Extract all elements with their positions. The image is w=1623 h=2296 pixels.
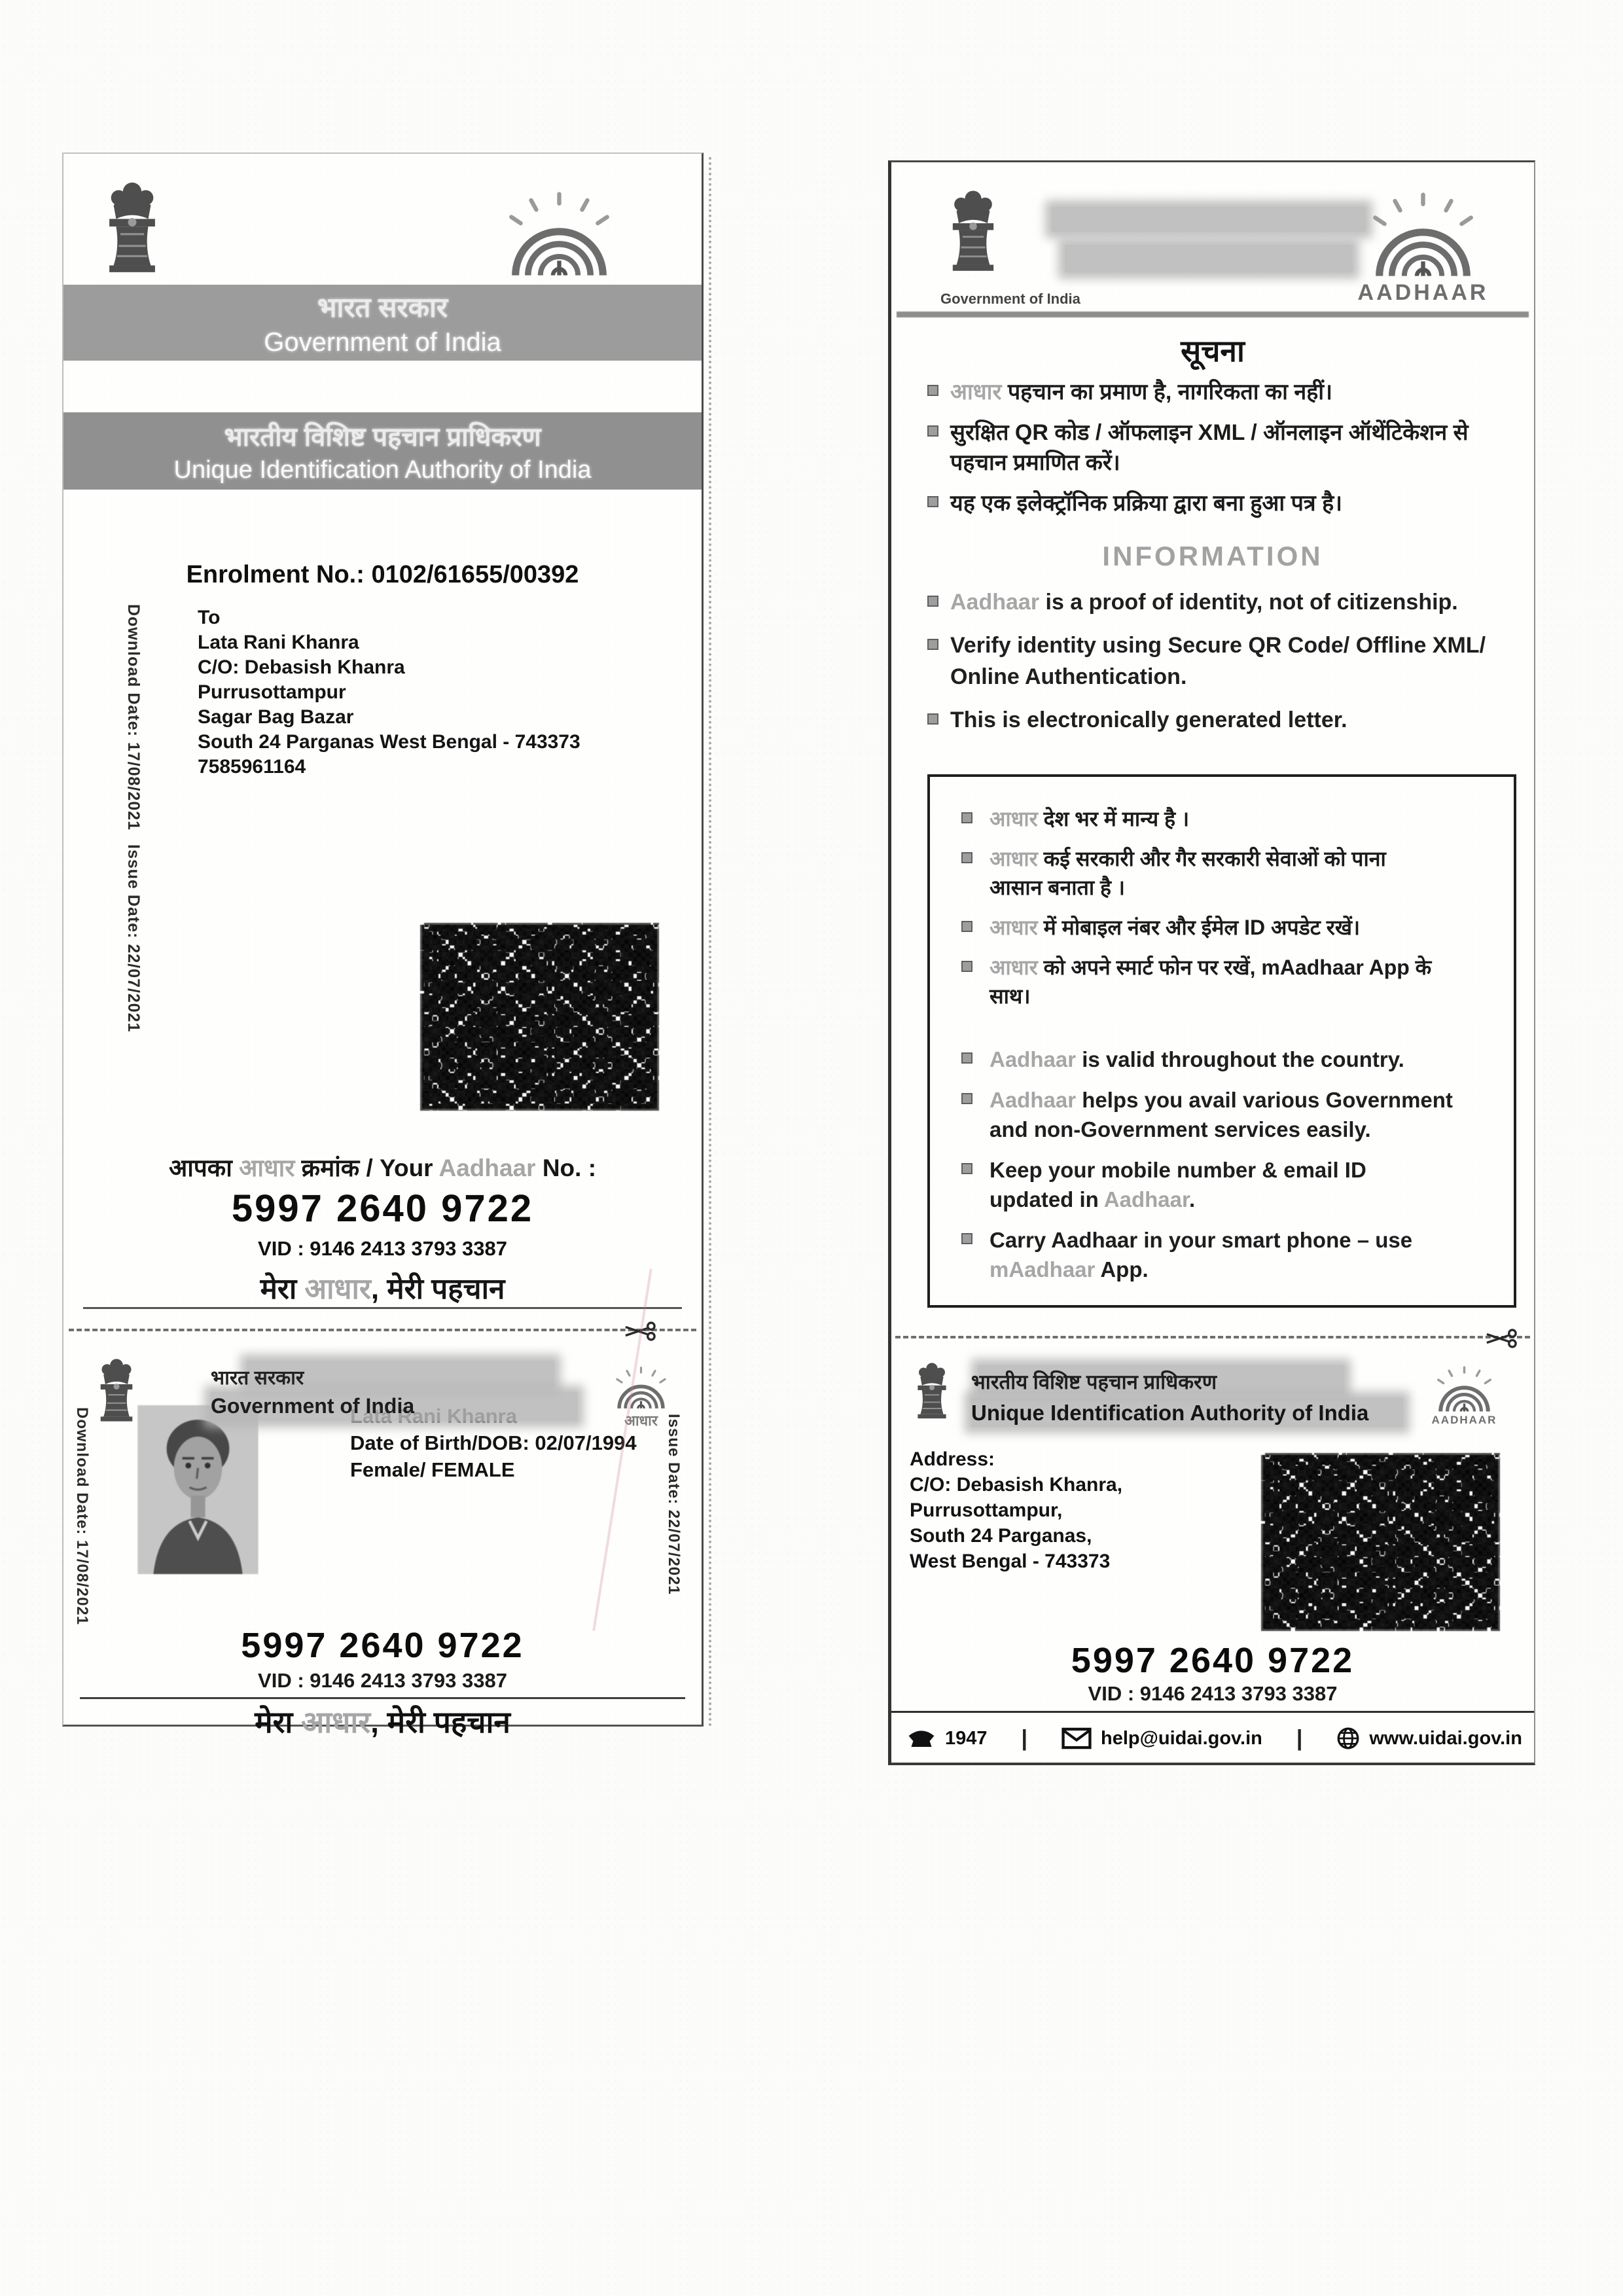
banner-english-text: Unique Identification Authority of India xyxy=(173,456,592,484)
envelope-icon xyxy=(1061,1727,1092,1749)
label-part-gray: Aadhaar xyxy=(438,1155,536,1181)
banner-hindi-text: भारत सरकार xyxy=(317,292,448,323)
emblem-caption: Government of India xyxy=(940,291,1080,307)
list-item xyxy=(961,913,1494,942)
aadhaar-letter-front-panel xyxy=(62,152,704,1739)
bullet-gray: आधार xyxy=(990,956,1038,979)
phone-icon xyxy=(907,1728,936,1749)
address-line: C/O: Debasish Khanra xyxy=(198,656,405,678)
card-authority-english: Unique Identification Authority of India xyxy=(971,1401,1369,1425)
bullet-square-icon xyxy=(927,496,938,507)
holder-photo xyxy=(128,1405,268,1574)
tagline-part: , मेरी पहचान xyxy=(370,1705,510,1739)
list-item xyxy=(961,1085,1494,1144)
qr-code xyxy=(420,923,659,1111)
footer-divider xyxy=(891,1711,1534,1713)
tagline-part: मेरा xyxy=(260,1273,305,1305)
contact-footer xyxy=(907,1721,1522,1755)
bullet-post: यह एक इलेक्ट्रॉनिक प्रक्रिया द्वारा बना हुआ पत्र है। xyxy=(950,491,1343,516)
bullet-gray: आधार xyxy=(990,807,1038,831)
bullet-post: Verify identity using Secure QR Code/ Offline XML/ Online Authentication. xyxy=(950,633,1486,689)
bullet-square-icon xyxy=(961,961,972,972)
aadhaar-tagline xyxy=(63,1701,702,1742)
phone-contact xyxy=(907,1728,988,1749)
bullet-post: is valid throughout the country. xyxy=(1076,1047,1404,1071)
bullet-square-icon xyxy=(927,639,938,650)
banner-hindi-text: भारतीय विशिष्ट पहचान प्राधिकरण xyxy=(224,423,541,452)
bullet-post: . xyxy=(1189,1187,1196,1211)
issue-date-label: Issue Date: 22/07/2021 xyxy=(665,1414,683,1595)
benefits-hindi-list xyxy=(961,804,1494,1011)
enrolment-number: Enrolment No.: 0102/61655/00392 xyxy=(186,561,579,588)
card-gov-hindi: भारत सरकार xyxy=(211,1367,304,1389)
scissors-icon xyxy=(1484,1328,1518,1349)
aadhaar-number: 5997 2640 9722 xyxy=(231,1187,534,1230)
aadhaar-letter-info-panel xyxy=(888,160,1535,1765)
bullet-square-icon xyxy=(927,425,938,437)
card-header xyxy=(211,1363,590,1418)
address-line: C/O: Debasish Khanra, Purrusottampur, xyxy=(910,1474,1123,1521)
holder-dob: Date of Birth/DOB: 02/07/1994 xyxy=(350,1431,637,1454)
tagline-part: मेरा xyxy=(255,1705,302,1739)
address-line: Purrusottampur xyxy=(198,681,346,703)
list-item xyxy=(927,630,1523,692)
bullet-post: App. xyxy=(1095,1257,1149,1282)
bullet-square-icon xyxy=(961,1052,972,1064)
aadhaar-logo-caption: आधार xyxy=(624,1412,658,1429)
bullet-square-icon xyxy=(961,921,972,932)
bullet-gray: Aadhaar xyxy=(990,1047,1077,1071)
aadhaar-number: 5997 2640 9722 xyxy=(1071,1641,1355,1680)
list-item xyxy=(961,1155,1494,1214)
scan-smudge xyxy=(1065,245,1353,272)
qr-code xyxy=(1261,1453,1500,1631)
card-authority-hindi: भारतीय विशिष्ट पहचान प्राधिकरण xyxy=(971,1371,1217,1393)
information-heading: INFORMATION xyxy=(1102,541,1323,571)
email-address: help@uidai.gov.in xyxy=(1101,1727,1262,1749)
footer-separator: | xyxy=(1021,1725,1028,1751)
bullet-square-icon xyxy=(927,713,938,725)
bullet-square-icon xyxy=(961,1163,972,1174)
aadhaar-logo-icon xyxy=(1427,1364,1502,1427)
label-part: आपका xyxy=(168,1155,240,1181)
bullet-gray: mAadhaar xyxy=(990,1257,1096,1282)
tagline-part-gray: आधार xyxy=(304,1273,371,1305)
bullet-post: पहचान का प्रमाण है, नागरिकता का नहीं। xyxy=(1001,380,1332,404)
aadhaar-logo-caption: AADHAAR xyxy=(1431,1414,1497,1426)
aadhaar-tagline xyxy=(63,1268,702,1307)
vid-number: VID : 9146 2413 3793 3387 xyxy=(258,1669,507,1692)
address-line: Sagar Bag Bazar xyxy=(198,706,354,728)
label-part: क्रमांक / Your xyxy=(294,1155,439,1181)
download-date-label: Download Date: 17/08/2021 xyxy=(124,604,143,831)
tagline-part: , मेरी पहचान xyxy=(370,1273,505,1305)
suchna-bullet-list xyxy=(927,377,1510,518)
address-line: South 24 Parganas West Bengal - 743373 xyxy=(198,731,580,753)
bullet-square-icon xyxy=(961,1233,972,1244)
aadhaar-logo-icon xyxy=(1353,188,1493,306)
phone-number: 1947 xyxy=(945,1727,988,1749)
address-line: South 24 Parganas, xyxy=(910,1525,1092,1547)
information-bullet-list xyxy=(927,586,1523,736)
list-item xyxy=(927,418,1510,478)
bullet-gray: आधार xyxy=(990,916,1038,939)
vertical-cut-line xyxy=(709,157,711,1728)
list-item xyxy=(927,488,1510,518)
bullet-gray: आधार xyxy=(990,847,1038,870)
bullet-square-icon xyxy=(961,1093,972,1104)
label-part: No. : xyxy=(535,1155,597,1181)
list-item xyxy=(927,377,1510,407)
card-address-block xyxy=(910,1446,1257,1574)
bullet-gray: आधार xyxy=(950,380,1002,404)
address-line: 7585961164 xyxy=(198,756,306,778)
government-of-india-banner xyxy=(63,285,702,361)
bullet-square-icon xyxy=(927,596,938,607)
address-line: To xyxy=(198,607,221,628)
header-divider xyxy=(897,312,1529,317)
suchna-heading: सूचना xyxy=(1181,334,1245,368)
list-item xyxy=(961,844,1494,902)
aadhaar-benefits-box xyxy=(927,774,1516,1308)
address-label: Address: xyxy=(910,1448,995,1470)
bullet-post: This is electronically generated letter. xyxy=(950,708,1347,732)
bullet-post: में मोबाइल नंबर और ईमेल ID अपडेट रखें। xyxy=(1037,916,1361,939)
bullet-post: को अपने स्मार्ट फोन पर रखें, mAadhaar App के साथ। xyxy=(990,956,1432,1008)
list-item xyxy=(961,953,1494,1011)
tagline-part-gray: आधार xyxy=(301,1705,371,1739)
holder-gender: Female/ FEMALE xyxy=(350,1458,515,1481)
bullet-post: कई सरकारी और गैर सरकारी सेवाओं को पाना आसान बनाता है । xyxy=(990,847,1386,899)
list-item xyxy=(961,1225,1494,1284)
website-url: www.uidai.gov.in xyxy=(1369,1727,1522,1749)
bullet-square-icon xyxy=(961,852,972,863)
divider-line xyxy=(83,1307,682,1309)
globe-icon xyxy=(1336,1727,1360,1750)
bullet-post: सुरक्षित QR कोड / ऑफलाइन XML / ऑनलाइन ऑथेंटिकेशन से पहचान प्रमाणित करें। xyxy=(950,420,1469,475)
recipient-address-block xyxy=(198,605,580,780)
vid-number: VID : 9146 2413 3793 3387 xyxy=(1088,1682,1338,1705)
bullet-post: helps you avail various Government and non-Government services easily. xyxy=(990,1088,1453,1141)
bullet-gray: Aadhaar xyxy=(990,1088,1077,1112)
bullet-pre: Carry Aadhaar in your smart phone – use xyxy=(990,1228,1413,1252)
bullet-gray: Aadhaar xyxy=(1103,1187,1189,1211)
list-item xyxy=(927,704,1523,736)
bullet-square-icon xyxy=(927,385,938,396)
footer-separator: | xyxy=(1296,1725,1303,1751)
card-header xyxy=(971,1368,1423,1426)
label-part-gray: आधार xyxy=(239,1155,295,1181)
divider-line xyxy=(80,1697,685,1699)
aadhaar-number-label xyxy=(63,1150,702,1183)
download-date-label: Download Date: 17/08/2021 xyxy=(73,1407,91,1626)
india-emblem-icon xyxy=(911,1359,953,1432)
email-contact xyxy=(1061,1727,1262,1749)
bullet-pre: Keep your mobile number & email ID updated in xyxy=(990,1158,1366,1211)
bullet-post: देश भर में मान्य है । xyxy=(1037,807,1190,831)
card-gov-english: Government of India xyxy=(211,1394,415,1418)
uidai-banner xyxy=(63,412,702,490)
list-item xyxy=(961,804,1494,833)
list-item xyxy=(927,586,1523,618)
benefits-english-list xyxy=(961,1045,1494,1284)
list-item xyxy=(961,1045,1494,1074)
bullet-post: is a proof of identity, not of citizenship. xyxy=(1039,590,1458,615)
banner-english-text: Government of India xyxy=(264,328,501,357)
website-contact xyxy=(1336,1727,1522,1750)
scan-smudge xyxy=(1052,207,1366,232)
address-line: West Bengal - 743373 xyxy=(910,1551,1111,1572)
issue-date-label: Issue Date: 22/07/2021 xyxy=(124,844,143,1033)
aadhaar-logo-caption: AADHAAR xyxy=(1357,280,1489,305)
bullet-square-icon xyxy=(961,812,972,823)
cut-here-line xyxy=(895,1336,1530,1338)
cut-here-line xyxy=(69,1329,696,1331)
address-line: Lata Rani Khanra xyxy=(198,632,359,653)
aadhaar-number: 5997 2640 9722 xyxy=(241,1626,524,1665)
vid-number: VID : 9146 2413 3793 3387 xyxy=(258,1237,507,1260)
bullet-gray: Aadhaar xyxy=(950,590,1040,615)
